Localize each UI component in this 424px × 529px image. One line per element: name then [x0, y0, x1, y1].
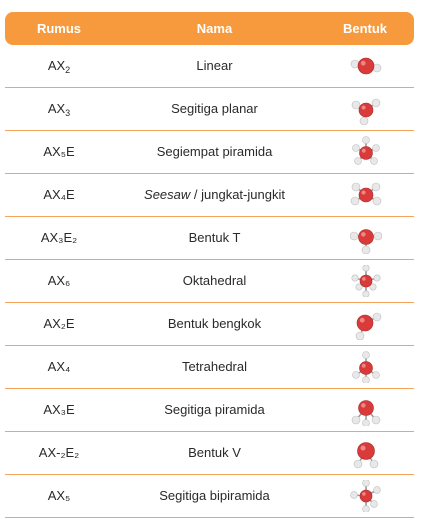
table-body — [5, 45, 414, 518]
header-shape: Bentuk — [342, 21, 388, 36]
formula-cell — [5, 174, 113, 216]
outer-atom — [363, 352, 370, 359]
outer-atom — [363, 506, 370, 512]
shape-cell — [316, 389, 414, 431]
table-header — [5, 12, 414, 45]
outer-atom — [354, 460, 362, 468]
central-atom — [360, 275, 372, 287]
table-row — [5, 346, 414, 389]
formula-text: AX-₂E₂ — [38, 445, 80, 460]
name-text: Segitiga planar — [171, 101, 258, 116]
name-text: Segiempat piramida — [156, 144, 273, 159]
atom-highlight — [362, 492, 366, 496]
molecule-seesaw-icon — [350, 179, 382, 211]
formula-cell — [5, 45, 113, 87]
table-row — [5, 389, 414, 432]
atom-highlight — [361, 190, 365, 194]
molecule-trigonal-pyramidal-icon — [350, 394, 382, 426]
outer-atom — [363, 291, 369, 297]
central-atom — [359, 401, 374, 416]
outer-atom — [371, 501, 378, 508]
outer-atom — [352, 101, 360, 109]
name-cell — [113, 432, 316, 474]
table-row — [5, 217, 414, 260]
formula-text: AX₅ — [47, 488, 71, 503]
outer-atom — [373, 313, 381, 321]
outer-atom — [372, 183, 380, 191]
shape-cell — [316, 432, 414, 474]
outer-atom — [352, 416, 360, 424]
name-cell — [113, 217, 316, 259]
name-cell — [113, 260, 316, 302]
central-atom — [358, 443, 375, 460]
shape-cell — [316, 88, 414, 130]
shape-cell — [316, 174, 414, 216]
central-atom — [359, 188, 373, 202]
formula-text: AX₃E — [43, 402, 75, 417]
formula-text: AX₅E — [43, 144, 75, 159]
formula-cell — [5, 88, 113, 130]
table-row — [5, 45, 414, 88]
name-text: Bentuk T — [188, 230, 241, 245]
molecule-linear-icon — [350, 50, 382, 82]
name-text: Bentuk bengkok — [167, 316, 262, 331]
outer-atom — [363, 265, 369, 271]
formula-cell — [5, 389, 113, 431]
formula-cell — [5, 217, 113, 259]
outer-atom — [355, 158, 362, 165]
outer-atom — [373, 372, 380, 379]
table-row — [5, 88, 414, 131]
outer-atom — [374, 275, 380, 281]
formula-cell — [5, 303, 113, 345]
molecule-tetrahedral-icon — [350, 351, 382, 383]
molecule-t-shaped-icon — [350, 222, 382, 254]
formula-cell — [5, 131, 113, 173]
atom-highlight — [360, 318, 365, 323]
header-name: Nama — [196, 21, 233, 36]
outer-atom — [374, 487, 381, 494]
name-cell — [113, 389, 316, 431]
central-atom — [360, 147, 373, 160]
name-text: Segitiga bipiramida — [159, 488, 270, 503]
central-atom — [360, 362, 373, 375]
molecule-v-shaped-icon — [350, 437, 382, 469]
atom-highlight — [362, 149, 366, 153]
outer-atom — [371, 158, 378, 165]
outer-atom — [363, 137, 370, 144]
outer-atom — [360, 117, 368, 125]
name-cell — [113, 131, 316, 173]
formula-subscript: 3 — [65, 108, 71, 118]
outer-atom — [356, 332, 364, 340]
central-atom — [359, 103, 373, 117]
outer-atom — [350, 232, 358, 240]
outer-atom — [362, 246, 370, 254]
formula-text: AX — [47, 101, 66, 116]
outer-atom — [353, 372, 360, 379]
name-text: Tetrahedral — [181, 359, 248, 374]
outer-atom — [352, 275, 358, 281]
shape-cell — [316, 217, 414, 259]
outer-atom — [363, 377, 370, 384]
name-cell — [113, 475, 316, 517]
name-italic-text: Seesaw — [144, 187, 191, 202]
table-row — [5, 475, 414, 518]
shape-cell — [316, 475, 414, 517]
outer-atom — [372, 99, 380, 107]
name-cell — [113, 303, 316, 345]
outer-atom — [353, 145, 360, 152]
name-text: Bentuk V — [188, 445, 241, 460]
formula-text: AX₂E — [43, 316, 75, 331]
name-cell — [113, 346, 316, 388]
outer-atom — [372, 416, 380, 424]
table-row — [5, 260, 414, 303]
formula-text: AX₄E — [43, 187, 75, 202]
shape-cell — [316, 303, 414, 345]
central-atom — [357, 315, 373, 331]
atom-highlight — [361, 61, 366, 66]
outer-atom — [363, 480, 370, 486]
table-row — [5, 131, 414, 174]
formula-cell — [5, 346, 113, 388]
atom-highlight — [361, 232, 366, 237]
shape-cell — [316, 131, 414, 173]
formula-subscript: 2 — [65, 65, 71, 75]
atom-highlight — [361, 403, 366, 408]
outer-atom — [373, 197, 381, 205]
shape-cell — [316, 346, 414, 388]
central-atom — [360, 490, 372, 502]
formula-cell — [5, 260, 113, 302]
outer-atom — [351, 197, 359, 205]
formula-text: AX — [47, 58, 66, 73]
shape-cell — [316, 45, 414, 87]
formula-text: AX₃E₂ — [40, 230, 78, 245]
table-row — [5, 303, 414, 346]
formula-text: AX₄ — [47, 359, 71, 374]
name-cell — [113, 45, 316, 87]
shape-cell — [316, 260, 414, 302]
header-formula: Rumus — [36, 21, 82, 36]
atom-highlight — [360, 445, 365, 450]
central-atom — [358, 58, 374, 74]
name-text: Segitiga piramida — [164, 402, 265, 417]
name-text: / jungkat-jungkit — [190, 187, 285, 202]
outer-atom — [374, 232, 382, 240]
formula-cell — [5, 475, 113, 517]
table-row — [5, 432, 414, 475]
outer-atom — [351, 492, 358, 499]
atom-highlight — [361, 105, 365, 109]
outer-atom — [352, 183, 360, 191]
formula-cell — [5, 432, 113, 474]
name-cell — [113, 88, 316, 130]
molecule-bent-icon — [350, 308, 382, 340]
name-cell — [113, 174, 316, 216]
molecule-trigonal-planar-icon — [350, 93, 382, 125]
name-text: Oktahedral — [182, 273, 247, 288]
table-row — [5, 174, 414, 217]
formula-text: AX₆ — [47, 273, 71, 288]
outer-atom — [363, 420, 370, 427]
atom-highlight — [362, 364, 366, 368]
outer-atom — [373, 145, 380, 152]
molecule-square-pyramidal-icon — [350, 136, 382, 168]
molecule-trigonal-bipyramidal-icon — [350, 480, 382, 512]
atom-highlight — [362, 277, 366, 281]
name-text: Linear — [196, 58, 233, 73]
central-atom — [359, 230, 374, 245]
outer-atom — [370, 460, 378, 468]
molecule-octahedral-icon — [350, 265, 382, 297]
